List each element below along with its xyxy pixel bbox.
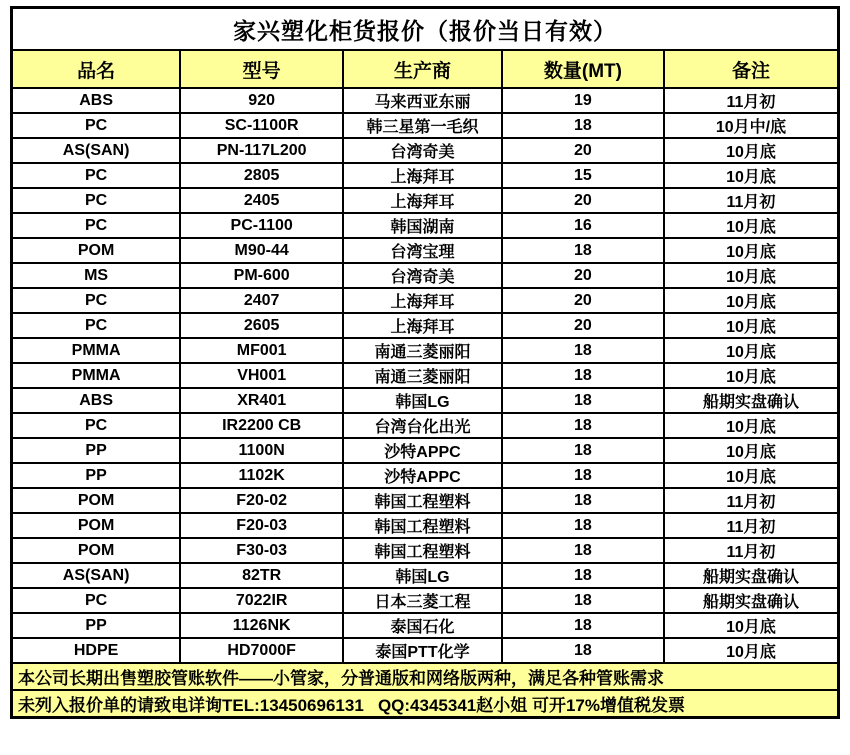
table-cell: POM [12, 238, 181, 263]
table-cell: 马来西亚东丽 [343, 88, 502, 113]
table-cell: 10月底 [664, 263, 839, 288]
table-cell: 10月底 [664, 138, 839, 163]
table-cell: 1126NK [180, 613, 343, 638]
table-cell: AS(SAN) [12, 563, 181, 588]
table-cell: 16 [502, 213, 664, 238]
table-row [12, 88, 839, 113]
table-row [12, 563, 839, 588]
table-cell: 11月初 [664, 538, 839, 563]
table-cell: 2805 [180, 163, 343, 188]
table-cell: 南通三菱丽阳 [343, 338, 502, 363]
table-cell: 10月底 [664, 288, 839, 313]
table-cell: 1102K [180, 463, 343, 488]
table-cell: 2605 [180, 313, 343, 338]
table-cell: ABS [12, 388, 181, 413]
table-cell: 韩三星第一毛织 [343, 113, 502, 138]
table-cell: PC [12, 163, 181, 188]
table-cell: 10月底 [664, 238, 839, 263]
table-cell: 18 [502, 388, 664, 413]
table-row [12, 363, 839, 388]
table-cell: POM [12, 513, 181, 538]
table-cell: 18 [502, 513, 664, 538]
table-cell: HD7000F [180, 638, 343, 663]
table-cell: PC [12, 588, 181, 613]
column-header-3: 生产商 [343, 50, 502, 88]
table-cell: 上海拜耳 [343, 313, 502, 338]
table-cell: 10月底 [664, 338, 839, 363]
table-cell: 18 [502, 613, 664, 638]
table-cell: 韩国LG [343, 388, 502, 413]
table-row [12, 463, 839, 488]
table-cell: MF001 [180, 338, 343, 363]
table-cell: 韩国工程塑料 [343, 538, 502, 563]
table-cell: 11月初 [664, 513, 839, 538]
table-cell: PP [12, 613, 181, 638]
table-cell: 2405 [180, 188, 343, 213]
table-cell: 上海拜耳 [343, 188, 502, 213]
table-row [12, 238, 839, 263]
column-header-5: 备注 [664, 50, 839, 88]
footer-note-contact: 未列入报价单的请致电详询TEL:13450696131 QQ:4345341赵小姐 可开17%增值税发票 [12, 690, 839, 718]
table-row [12, 638, 839, 663]
table-cell: 10月底 [664, 438, 839, 463]
table-cell: 沙特APPC [343, 438, 502, 463]
table-cell: 15 [502, 163, 664, 188]
quote-table [10, 6, 840, 719]
table-cell: XR401 [180, 388, 343, 413]
table-cell: 台湾奇美 [343, 263, 502, 288]
header-row [12, 50, 839, 88]
table-row [12, 188, 839, 213]
table-cell: 船期实盘确认 [664, 388, 839, 413]
table-row [12, 513, 839, 538]
table-cell: PC-1100 [180, 213, 343, 238]
table-cell: 上海拜耳 [343, 163, 502, 188]
table-cell: 7022IR [180, 588, 343, 613]
table-cell: 10月中/底 [664, 113, 839, 138]
table-cell: 82TR [180, 563, 343, 588]
table-cell: 18 [502, 563, 664, 588]
table-cell: 19 [502, 88, 664, 113]
footer-note-software: 本公司长期出售塑胶管账软件——小管家，分普通版和网络版两种，满足各种管账需求 [12, 663, 839, 690]
table-cell: 18 [502, 538, 664, 563]
table-cell: 18 [502, 438, 664, 463]
column-header-4: 数量(MT) [502, 50, 664, 88]
table-cell: PMMA [12, 338, 181, 363]
table-cell: F30-03 [180, 538, 343, 563]
table-cell: 韩国工程塑料 [343, 513, 502, 538]
table-cell: 10月底 [664, 613, 839, 638]
table-cell: PN-117L200 [180, 138, 343, 163]
footer-row-software [12, 663, 839, 690]
table-cell: 10月底 [664, 313, 839, 338]
table-row [12, 263, 839, 288]
table-cell: AS(SAN) [12, 138, 181, 163]
table-cell: MS [12, 263, 181, 288]
table-cell: 18 [502, 588, 664, 613]
table-cell: 1100N [180, 438, 343, 463]
column-header-2: 型号 [180, 50, 343, 88]
title-row [12, 8, 839, 51]
table-cell: 18 [502, 238, 664, 263]
table-cell: 南通三菱丽阳 [343, 363, 502, 388]
table-cell: 日本三菱工程 [343, 588, 502, 613]
table-title: 家兴塑化柜货报价（报价当日有效） [12, 8, 839, 51]
table-cell: 10月底 [664, 363, 839, 388]
footer-row-contact [12, 690, 839, 718]
table-row [12, 113, 839, 138]
table-cell: PC [12, 188, 181, 213]
table-cell: PMMA [12, 363, 181, 388]
table-cell: VH001 [180, 363, 343, 388]
table-cell: 18 [502, 413, 664, 438]
table-cell: 10月底 [664, 413, 839, 438]
table-cell: 18 [502, 463, 664, 488]
table-cell: PC [12, 288, 181, 313]
table-cell: 泰国PTT化学 [343, 638, 502, 663]
table-row [12, 338, 839, 363]
table-cell: 韩国LG [343, 563, 502, 588]
table-cell: PC [12, 313, 181, 338]
table-cell: 920 [180, 88, 343, 113]
table-cell: 20 [502, 313, 664, 338]
table-cell: 2407 [180, 288, 343, 313]
table-cell: POM [12, 488, 181, 513]
table-cell: 11月初 [664, 88, 839, 113]
table-cell: ABS [12, 88, 181, 113]
table-cell: M90-44 [180, 238, 343, 263]
table-row [12, 163, 839, 188]
table-cell: SC-1100R [180, 113, 343, 138]
page [0, 6, 850, 755]
table-cell: POM [12, 538, 181, 563]
table-cell: 沙特APPC [343, 463, 502, 488]
table-cell: PC [12, 213, 181, 238]
table-cell: 18 [502, 113, 664, 138]
table-cell: 18 [502, 338, 664, 363]
table-row [12, 488, 839, 513]
table-cell: PC [12, 113, 181, 138]
table-cell: PM-600 [180, 263, 343, 288]
table-cell: 船期实盘确认 [664, 588, 839, 613]
table-row [12, 588, 839, 613]
table-cell: PP [12, 463, 181, 488]
table-row [12, 538, 839, 563]
table-cell: 台湾奇美 [343, 138, 502, 163]
table-row [12, 313, 839, 338]
table-cell: HDPE [12, 638, 181, 663]
table-row [12, 138, 839, 163]
table-cell: 20 [502, 288, 664, 313]
table-cell: F20-02 [180, 488, 343, 513]
table-cell: 韩国湖南 [343, 213, 502, 238]
table-cell: 10月底 [664, 213, 839, 238]
table-cell: 20 [502, 188, 664, 213]
table-cell: 20 [502, 138, 664, 163]
table-cell: 18 [502, 638, 664, 663]
table-cell: 18 [502, 488, 664, 513]
table-cell: 10月底 [664, 638, 839, 663]
table-cell: 台湾宝理 [343, 238, 502, 263]
table-row [12, 438, 839, 463]
table-row [12, 413, 839, 438]
table-cell: 18 [502, 363, 664, 388]
table-cell: 20 [502, 263, 664, 288]
table-cell: PC [12, 413, 181, 438]
table-cell: 10月底 [664, 463, 839, 488]
table-cell: 上海拜耳 [343, 288, 502, 313]
table-cell: F20-03 [180, 513, 343, 538]
table-cell: 11月初 [664, 188, 839, 213]
table-row [12, 613, 839, 638]
table-cell: IR2200 CB [180, 413, 343, 438]
table-body [12, 88, 839, 663]
table-cell: 韩国工程塑料 [343, 488, 502, 513]
table-row [12, 288, 839, 313]
table-cell: 泰国石化 [343, 613, 502, 638]
table-cell: 10月底 [664, 163, 839, 188]
table-row [12, 213, 839, 238]
table-cell: 船期实盘确认 [664, 563, 839, 588]
table-row [12, 388, 839, 413]
column-header-1: 品名 [12, 50, 181, 88]
table-cell: 台湾台化出光 [343, 413, 502, 438]
table-cell: PP [12, 438, 181, 463]
table-cell: 11月初 [664, 488, 839, 513]
